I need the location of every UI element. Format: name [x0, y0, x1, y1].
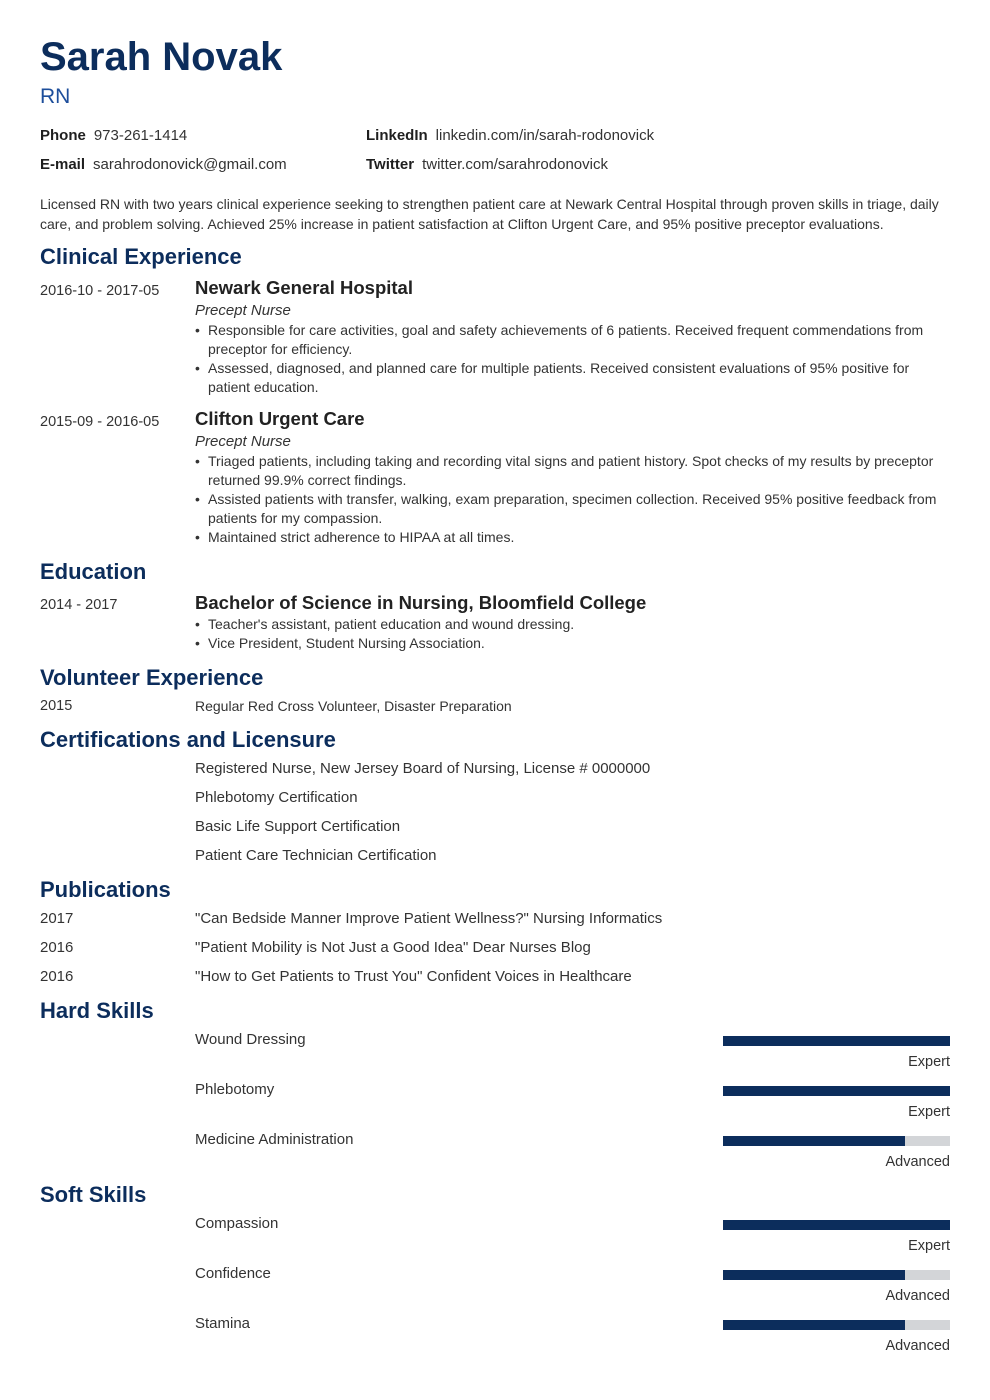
education-degree: Bachelor of Science in Nursing, Bloomfield College — [195, 592, 647, 613]
profile-summary: Licensed RN with two years clinical experience seeking to strengthen patient care at Newark Central Hospital through proven skills in triage, daily care, and problem solving. Achieved 25% increase in patient satisfaction at Clifton Urgent Care, and 95% positive preceptor evaluations. — [40, 196, 939, 232]
job-dates: 2015-09 - 2016-05 — [40, 414, 160, 430]
twitter-value[interactable]: twitter.com/sarahrodonovick — [422, 156, 608, 173]
bullet-item: • Teacher's assistant, patient education and wound dressing. — [195, 615, 950, 634]
section-title-hard-skills: Hard Skills — [40, 998, 154, 1023]
section-title-certifications: Certifications and Licensure — [40, 727, 336, 752]
skill-bar — [723, 1036, 950, 1046]
publication-title: "How to Get Patients to Trust You" Confident Voices in Healthcare — [195, 968, 632, 985]
email-label: E-mail — [40, 156, 86, 173]
skill-bar-fill — [723, 1270, 905, 1280]
phone-label: Phone — [40, 127, 86, 144]
job-role: Precept Nurse — [195, 302, 291, 319]
skill-bar-fill — [723, 1320, 905, 1330]
bullet-item: • Triaged patients, including taking and recording vital signs and patient history. Spot checks of my results by preceptor returned 99.9% correct findings. — [195, 452, 950, 490]
skill-bar-fill — [723, 1086, 950, 1096]
bullet-item: • Responsible for care activities, goal and safety achievements of 6 patients. Received frequent commendations from preceptor for efficiency. — [195, 321, 950, 359]
job-bullets — [195, 321, 950, 397]
contact-linkedin — [366, 127, 654, 145]
linkedin-label: LinkedIn — [366, 127, 428, 144]
volunteer-text: Regular Red Cross Volunteer, Disaster Preparation — [195, 698, 512, 714]
bullet-item: • Assessed, diagnosed, and planned care for multiple patients. Received consistent evaluations of 95% positive for patient education. — [195, 359, 950, 397]
skill-name: Compassion — [195, 1215, 279, 1232]
skill-level: Expert — [908, 1104, 950, 1120]
publication-year: 2016 — [40, 939, 74, 956]
publication-title: "Can Bedside Manner Improve Patient Wellness?" Nursing Informatics — [195, 910, 663, 927]
publication-title: "Patient Mobility is Not Just a Good Idea" Dear Nurses Blog — [195, 939, 591, 956]
skill-level: Expert — [908, 1238, 950, 1254]
contact-phone — [40, 127, 187, 145]
linkedin-value[interactable]: linkedin.com/in/sarah-rodonovick — [435, 127, 655, 144]
twitter-label: Twitter — [366, 156, 415, 173]
job-organization: Clifton Urgent Care — [195, 408, 365, 429]
bullet-item: • Assisted patients with transfer, walking, exam preparation, specimen collection. Received 95% positive feedback from patients for my compassion. — [195, 490, 950, 528]
skill-level: Advanced — [885, 1338, 950, 1354]
phone-value: 973-261-1414 — [93, 127, 188, 144]
skill-bar — [723, 1086, 950, 1096]
skill-bar — [723, 1320, 950, 1330]
certification-item: Patient Care Technician Certification — [195, 847, 437, 864]
education-bullets — [195, 615, 950, 653]
bullet-item: • Maintained strict adherence to HIPAA at all times. — [195, 528, 950, 547]
skill-bar — [723, 1270, 950, 1280]
education-entry — [195, 592, 950, 653]
certification-item: Registered Nurse, New Jersey Board of Nursing, License # 0000000 — [195, 760, 651, 777]
skill-name: Phlebotomy — [195, 1081, 275, 1098]
volunteer-year: 2015 — [40, 698, 73, 714]
section-title-volunteer: Volunteer Experience — [40, 665, 264, 690]
skill-name: Stamina — [195, 1315, 251, 1332]
education-dates: 2014 - 2017 — [40, 597, 118, 613]
publication-year: 2016 — [40, 968, 74, 985]
job-dates: 2016-10 - 2017-05 — [40, 283, 160, 299]
skill-bar — [723, 1136, 950, 1146]
certification-item: Phlebotomy Certification — [195, 789, 358, 806]
skill-name: Confidence — [195, 1265, 271, 1282]
skill-bar-fill — [723, 1220, 950, 1230]
section-title-education: Education — [40, 559, 147, 584]
job-entry — [195, 408, 950, 547]
job-organization: Newark General Hospital — [195, 277, 413, 298]
skill-bar-fill — [723, 1136, 905, 1146]
candidate-title: RN — [40, 85, 71, 108]
publication-year: 2017 — [40, 910, 74, 927]
skill-level: Advanced — [885, 1288, 950, 1304]
bullet-item: • Vice President, Student Nursing Association. — [195, 634, 950, 653]
email-value[interactable]: sarahrodonovick@gmail.com — [93, 156, 287, 173]
candidate-name: Sarah Novak — [40, 35, 283, 79]
skill-bar-fill — [723, 1036, 950, 1046]
section-title-publications: Publications — [40, 877, 171, 902]
skill-name: Medicine Administration — [195, 1131, 354, 1148]
job-role: Precept Nurse — [195, 433, 291, 450]
skill-bar — [723, 1220, 950, 1230]
contact-email — [40, 156, 287, 174]
skill-level: Expert — [908, 1054, 950, 1070]
job-bullets — [195, 452, 950, 547]
certification-item: Basic Life Support Certification — [195, 818, 401, 835]
skill-level: Advanced — [885, 1154, 950, 1170]
skill-name: Wound Dressing — [195, 1031, 306, 1048]
job-entry — [195, 277, 950, 397]
section-title-clinical: Clinical Experience — [40, 244, 242, 269]
contact-twitter — [366, 156, 608, 174]
section-title-soft-skills: Soft Skills — [40, 1182, 147, 1207]
